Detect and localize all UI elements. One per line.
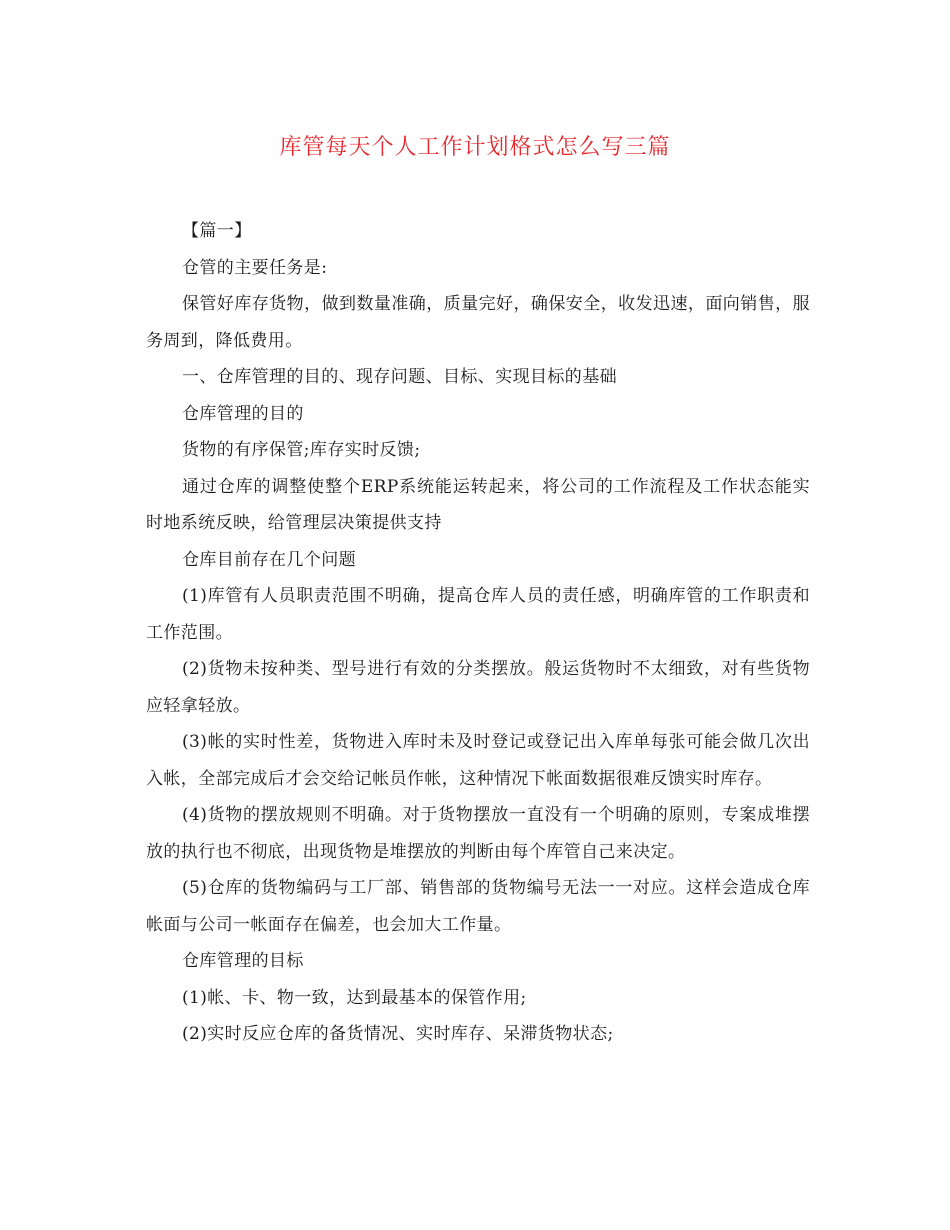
paragraph: 仓管的主要任务是: <box>182 257 328 278</box>
paragraph: 货物的有序保管;库存实时反馈; <box>182 440 421 460</box>
document-title: 库管每天个人工作计划格式怎么写三篇 <box>279 135 671 160</box>
list-item: (2)货物未按种类、型号进行有效的分类摆放。般运货物时不太细致，对有些货物应轻拿轻放。 <box>146 659 810 716</box>
list-item: (2)实时反应仓库的备货情况、实时库存、呆滞货物状态; <box>182 1024 614 1044</box>
list-item: (1)帐、卡、物一致，达到最基本的保管作用; <box>182 987 527 1008</box>
list-item: (4)货物的摆放规则不明确。对于货物摆放一直没有一个明确的原则，专案成堆摆放的执行也不彻底，出现货物是堆摆放的判断由每个库管自己来决定。 <box>146 805 810 862</box>
list-item: (3)帐的实时性差，货物进入库时未及时登记或登记出入库单每张可能会做几次出入帐，全部完成后才会交给记帐员作帐，这种情况下帐面数据很难反馈实时库存。 <box>146 732 810 789</box>
list-item: (5)仓库的货物编码与工厂部、销售部的货物编号无法一一对应。这样会造成仓库帐面与公司一帐面存在偏差，也会加大工作量。 <box>146 878 810 935</box>
section-heading: 一、仓库管理的目的、现存问题、目标、实现目标的基础 <box>182 367 617 387</box>
paragraph: 通过仓库的调整使整个ERP系统能运转起来，将公司的工作流程及工作状态能实时地系统反映，给管理层决策提供支持 <box>146 476 810 533</box>
subheading: 仓库管理的目标 <box>182 951 304 971</box>
subheading: 仓库目前存在几个问题 <box>182 549 356 570</box>
subheading: 仓库管理的目的 <box>182 403 304 424</box>
paragraph: 保管好库存货物，做到数量准确，质量完好，确保安全，收发迅速，面向销售，服务周到，降低费用。 <box>146 294 810 351</box>
list-item: (1)库管有人员职责范围不明确，提高仓库人员的责任感，明确库管的工作职责和工作范围。 <box>146 586 810 643</box>
document-body <box>146 213 810 1053</box>
section-heading-part-one: 【篇一】 <box>182 221 252 241</box>
